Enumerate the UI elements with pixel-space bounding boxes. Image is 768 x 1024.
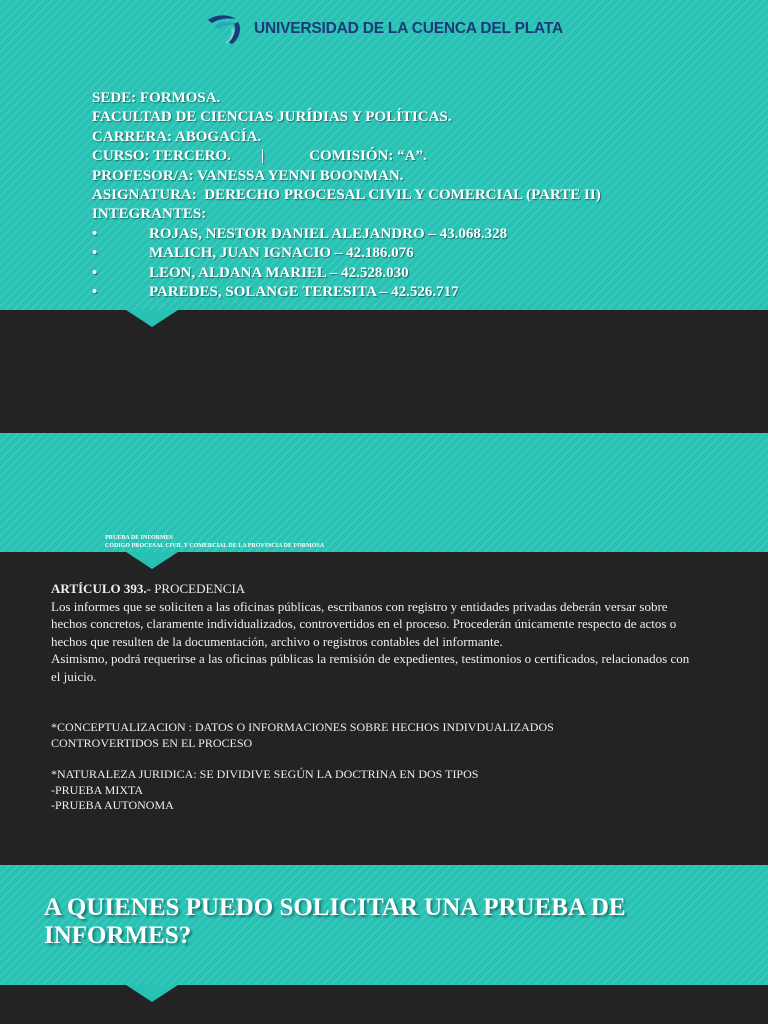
university-logo bbox=[206, 12, 563, 46]
course-info bbox=[92, 89, 601, 302]
carrera-line: CARRERA: ABOGACÍA. bbox=[92, 128, 262, 145]
type-item: -PRUEBA AUTONOMA bbox=[51, 798, 174, 812]
bullet-icon: • bbox=[92, 264, 98, 281]
article-number: ARTÍCULO 393. bbox=[51, 581, 147, 596]
article-title: - PROCEDENCIA bbox=[146, 581, 246, 596]
sede-line: SEDE: FORMOSA. bbox=[92, 90, 221, 106]
university-emblem-icon bbox=[206, 12, 246, 46]
article-paragraph: Asimismo, podrá requerirse a las oficinas públicas la remisión de expedientes, testimonios o certificados, relacionados con el juicio. bbox=[51, 651, 690, 684]
member-name: PAREDES, SOLANGE TERESITA – 42.526.717 bbox=[149, 284, 459, 301]
member-item bbox=[92, 244, 601, 263]
article-slide-title bbox=[105, 535, 324, 550]
article-text bbox=[51, 580, 691, 685]
codigo-procesal-subtitle: CODIGO PROCESAL CIVIL Y COMERCIAL DE LA PROVINCIA DE FORMOSA bbox=[105, 542, 325, 549]
article-notes bbox=[51, 720, 691, 814]
slide-notch bbox=[126, 310, 178, 327]
member-item bbox=[92, 283, 601, 302]
member-name: MALICH, JUAN IGNACIO – 42.186.076 bbox=[149, 245, 414, 262]
question-slide-body bbox=[0, 985, 768, 1024]
bullet-icon: • bbox=[92, 245, 98, 262]
member-name: LEON, ALDANA MARIEL – 42.528.030 bbox=[149, 264, 409, 281]
type-item: -PRUEBA MIXTA bbox=[51, 782, 144, 797]
concept-line: *CONCEPTUALIZACION : DATOS O INFORMACIONES SOBRE HECHOS INDIVDUALIZADOS bbox=[51, 720, 554, 734]
article-paragraph: Los informes que se soliciten a las oficinas públicas, escribanos con registro y entidades privadas deberán versar sobre hechos concretos, claramente individualizados, controvertidos en el proceso. Procederán únicamente respecto de actos o hechos que resulten de la documentación, archivo o registros contables del informante. bbox=[51, 598, 677, 649]
question-title: A QUIENES PUEDO SOLICITAR UNA PRUEBA DE INFORMES? bbox=[44, 894, 626, 949]
member-item bbox=[92, 225, 601, 244]
prueba-informes-title: PRUEBA DE INFORMES bbox=[105, 535, 174, 541]
facultad-line: FACULTAD DE CIENCIAS JURÍDIAS Y POLÍTICAS. bbox=[92, 109, 452, 126]
university-name: UNIVERSIDAD DE LA CUENCA DEL PLATA bbox=[254, 20, 563, 37]
member-item bbox=[92, 264, 601, 283]
member-name: ROJAS, NESTOR DANIEL ALEJANDRO – 43.068.328 bbox=[149, 225, 508, 242]
slide-notch bbox=[126, 985, 178, 1002]
concept-line: CONTROVERTIDOS EN EL PROCESO bbox=[51, 735, 253, 750]
title-slide-body bbox=[0, 310, 768, 433]
profesor-line: PROFESOR/A: VANESSA YENNI BOONMAN. bbox=[92, 167, 404, 184]
slide-notch bbox=[126, 552, 178, 569]
nature-line: *NATURALEZA JURIDICA: SE DIVIDIVE SEGÚN LA DOCTRINA EN DOS TIPOS bbox=[51, 767, 479, 781]
bullet-icon: • bbox=[92, 225, 98, 242]
article-heading bbox=[51, 580, 691, 598]
curso-line: CURSO: TERCERO. | COMISIÓN: “A”. bbox=[92, 148, 427, 165]
integrantes-heading: INTEGRANTES: bbox=[92, 206, 207, 223]
asignatura-line: ASIGNATURA: DERECHO PROCESAL CIVIL Y COMERCIAL (PARTE II) bbox=[92, 187, 601, 204]
bullet-icon: • bbox=[92, 284, 98, 301]
